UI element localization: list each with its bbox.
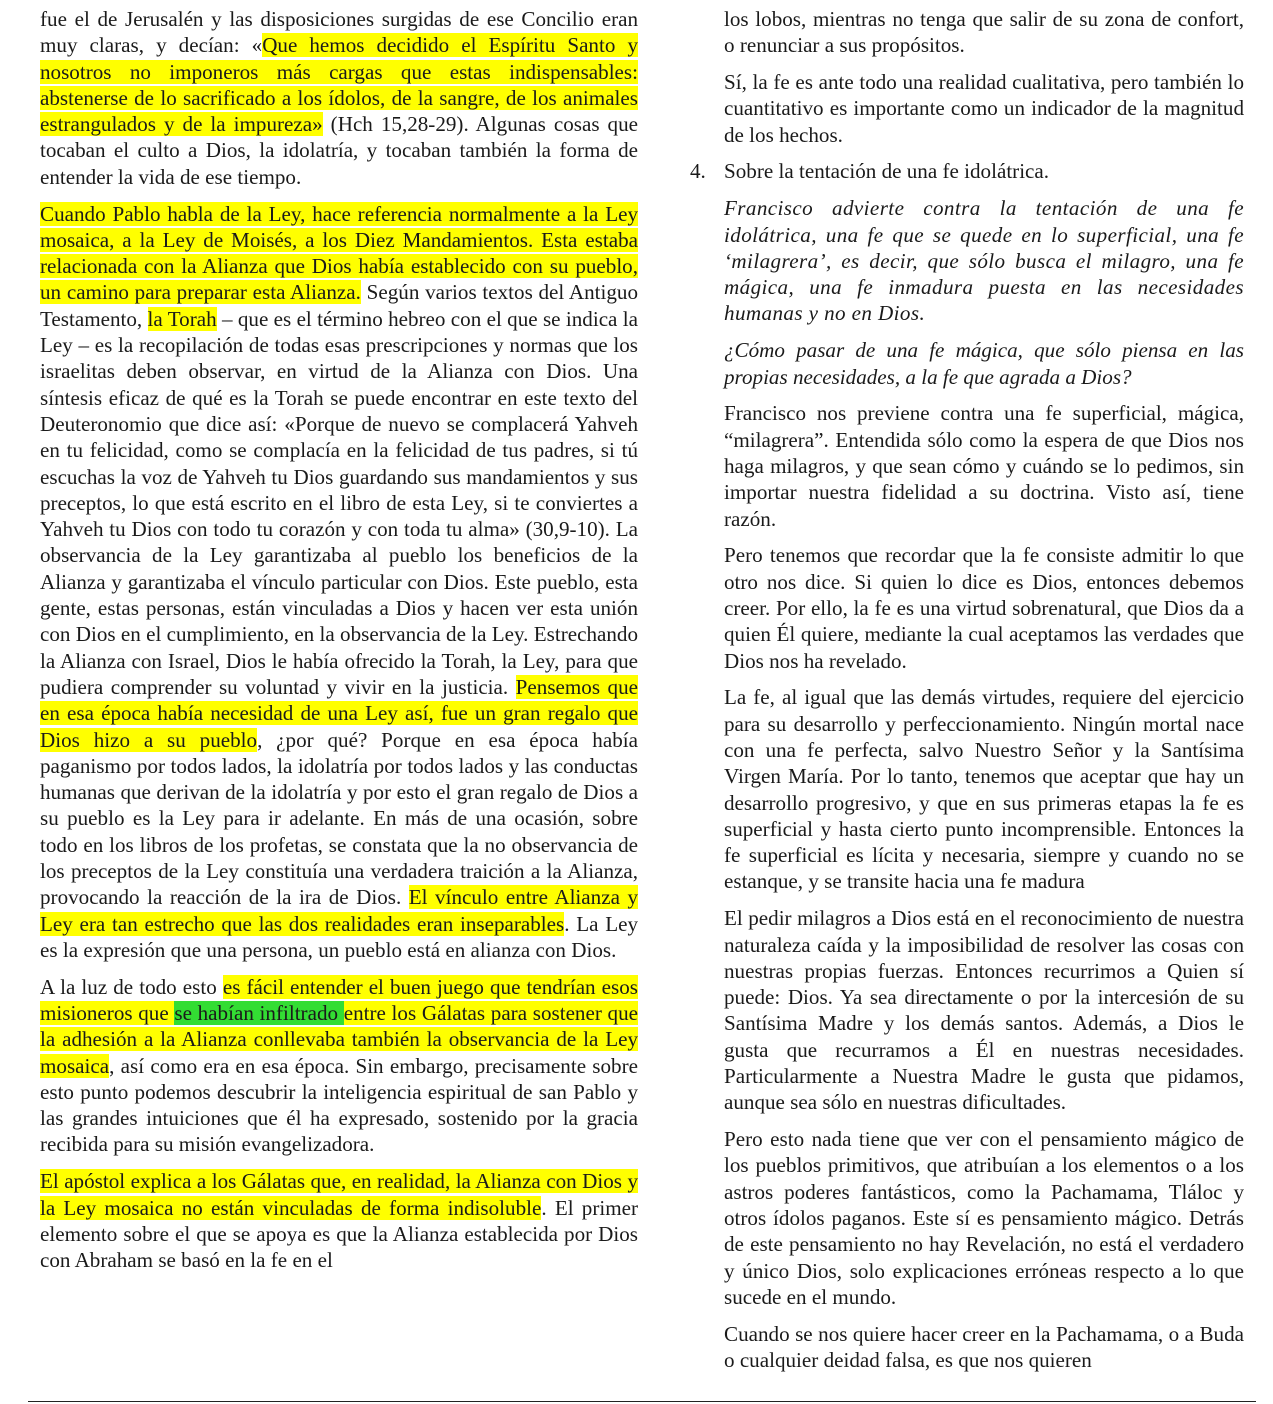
paragraph: La fe, al igual que las demás virtudes, requiere del ejercicio para su desarrollo y perfeccionamiento. Ningún mortal nace con una fe perfecta, salvo Nuestro Señor y la Santísima Virgen María. Por lo tanto, tenemos que aceptar que hay un desarrollo progresivo, y que en sus primeras etapas la fe es superficial y hasta cierto punto incomprensible. Entonces la fe superficial es lícita y necesaria, siempre y cuando no se estanque, y se transite hacia una fe madura (724, 685, 1244, 894)
text-run: . El primer elemento sobre el que se apoya es que la Alianza establecida por Dios con Abraham se basó en la fe en el (40, 1195, 638, 1273)
numbered-heading (690, 158, 1244, 184)
highlighted-text: Que hemos decidido el Espíritu Santo y nosotros no imponeros más cargas que estas indispensables: abstenerse de lo sacrificado a los ídolos, de la sangre, de los animales estrangulados y de la impureza» (40, 33, 638, 137)
text-run: Según varios textos del Antiguo Testamento, (40, 280, 638, 331)
italic-question: ¿Cómo pasar de una fe mágica, que sólo piensa en las propias necesidades, a la fe que agrada a Dios? (724, 338, 1244, 389)
paragraph: Sí, la fe es ante todo una realidad cualitativa, pero también lo cuantitativo es importante como un indicador de la magnitud de los hechos. (724, 70, 1244, 147)
paragraph (40, 6, 638, 190)
heading-text: Sobre la tentación de una fe idolátrica. (724, 159, 1050, 184)
text-run: A la luz de todo esto (40, 974, 223, 999)
green-highlighted-text: se habían infiltrado (174, 1000, 344, 1025)
paragraph: Pero esto nada tiene que ver con el pensamiento mágico de los pueblos primitivos, que atribuían a los elementos o a los astros poderes fantásticos, como la Pachamama, Tláloc y otros ídolos paganos. Este sí es pensamiento mágico. Detrás de este pensamiento no hay Revelación, no está el verdadero y único Dios, solo explicaciones erróneas respecto a lo que sucede en el mundo. (724, 1127, 1244, 1309)
paragraph: El pedir milagros a Dios está en el reconocimiento de nuestra naturaleza caída y la imposibilidad de resolver las cosas con nuestras propias fuerzas. Entonces recurrimos a Quien sí puede: Dios. Ya sea directamente o por la intercesión de su Santísima Madre y los demás santos. Además, a Dios le gusta que recurramos a Él en nuestras necesidades. Particularmente a Nuestra Madre le gusta que pidamos, aunque sea sólo en nuestras dificultades. (724, 906, 1244, 1115)
left-column (40, 6, 638, 1284)
paragraph: Francisco nos previene contra una fe superficial, mágica, “milagrera”. Entendida sólo como la espera de que Dios nos haga milagros, y que sean cómo y cuándo se lo pedimos, sin importar nuestra fidelidad a su doctrina. Visto así, tiene razón. (724, 401, 1244, 531)
text-run: – que es el término hebreo con el que se indica la Ley – es la recopilación de todas esas prescripciones y normas que los israelitas deben observar, en virtud de la Alianza con Dios. Una síntesis eficaz de qué es la Torah se puede encontrar en este texto del Deuteronomio que dice así: «Porque de nuevo se complacerá Yahveh en tu felicidad, como se complacía en la felicidad de tus padres, si tú escuchas la voz de Yahveh tu Dios guardando sus mandamientos y sus preceptos, lo que está escrito en el libro de esta Ley, si te conviertes a Yahveh tu Dios con todo tu corazón y con toda tu alma» (30,9-10). La observancia de la Ley garantizaba al pueblo los beneficios de la Alianza y garantizaba el vínculo particular con Dios. Este pueblo, esta gente, estas personas, están vinculadas a Dios y hacen ver esta unión con Dios en el cumplimiento, en la observancia de la Ley. Estrechando la Alianza con Israel, Dios le había ofrecido la Torah, la Ley, para que pudiera comprender su voluntad y vivir en la justicia. (40, 306, 638, 699)
highlighted-text: es fácil entender el buen juego que tendrían esos misioneros que (40, 974, 638, 1025)
text-run: , así como era en esa época. Sin embargo, precisamente sobre esto punto podemos descubrir la inteligencia espiritual de san Pablo y las grandes intuiciones que él ha expresado, sostenido por la gracia recibida para su misión evangelizadora. (40, 1053, 638, 1157)
highlighted-text: la Torah (147, 306, 217, 331)
right-column (690, 6, 1244, 1384)
italic-paragraph: Francisco advierte contra la tentación de una fe idolátrica, una fe que se quede en lo superficial, una fe ‘milagrera’, es decir, que sólo busca el milagro, una fe mágica, una fe inmadura puesta en las necesidades humanas y no en Dios. (724, 196, 1244, 326)
text-run: . La Ley es la expresión que una persona, un pueblo está en alianza con Dios. (40, 911, 638, 962)
text-run: (Hch 15,28-29). Algunas cosas que tocaban el culto a Dios, la idolatría, y tocaban también la forma de entender la vida de ese tiempo. (40, 112, 639, 189)
highlighted-text: El vínculo entre Alianza y Ley era tan estrecho que las dos realidades eran inseparables (40, 885, 638, 936)
paragraph: los lobos, mientras no tenga que salir de su zona de confort, o renunciar a sus propósitos. (724, 7, 1244, 58)
paragraph: Cuando se nos quiere hacer creer en la Pachamama, o a Buda o cualquier deidad falsa, es que nos quieren (724, 1321, 1244, 1372)
text-run: fue el de Jerusalén y las disposiciones surgidas de ese Concilio eran muy claras, y decían: « (40, 7, 638, 58)
text-run: , ¿por qué? Porque en esa época había paganismo por todos lados, la idolatría por todos lados y las conductas humanas que derivan de la idolatría y por esto el gran regalo de Dios a su pueblo es la Ley para ir adelante. En más de una ocasión, sobre todo en los libros de los profetas, se constata que la no observancia de los preceptos de la Ley constituía una verdadera traición a la Alianza, provocando la reacción de la ira de Dios. (40, 727, 638, 910)
bottom-rule (28, 1401, 1256, 1402)
paragraph (40, 201, 638, 964)
highlighted-text: entre los Gálatas para sostener que la adhesión a la Alianza conllevaba también la observancia de la Ley mosaica (40, 1000, 638, 1078)
paragraph: Pero tenemos que recordar que la fe consiste admitir lo que otro nos dice. Si quien lo dice es Dios, entonces debemos creer. Por ello, la fe es una virtud sobrenatural, que Dios da a quien Él quiere, mediante la cual aceptamos las verdades que Dios nos ha revelado. (724, 543, 1244, 673)
highlighted-text: Cuando Pablo habla de la Ley, hace referencia normalmente a la Ley mosaica, a la Ley de Moisés, a los Diez Mandamientos. Esta estaba relacionada con la Alianza que Dios había establecido con su pueblo, un camino para preparar esta Alianza. (40, 201, 638, 305)
paragraph (40, 974, 638, 1158)
highlighted-text: Pensemos que en esa época había necesidad de una Ley así, fue un gran regalo que Dios hizo a su pueblo (40, 674, 638, 752)
paragraph (40, 1168, 638, 1273)
list-number: 4. (690, 159, 706, 184)
highlighted-text: El apóstol explica a los Gálatas que, en realidad, la Alianza con Dios y la Ley mosaica no están vinculadas de forma indisoluble (40, 1169, 638, 1220)
